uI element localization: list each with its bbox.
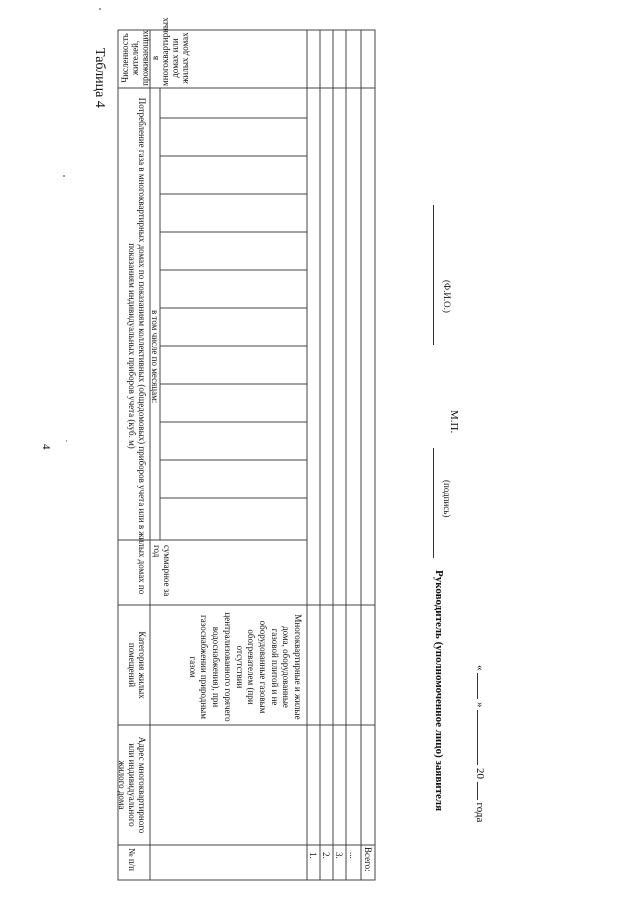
header-num: № п/п	[127, 848, 137, 871]
header-category: Категория жилых помещений	[127, 631, 147, 699]
table-caption: Таблица 4	[92, 48, 107, 108]
signer-title: Руководитель (уполномоченное лицо) заявителя	[433, 570, 445, 812]
quote-close: »	[474, 702, 486, 708]
scan-speck	[63, 175, 65, 177]
signature-line	[433, 448, 434, 558]
row-label-3: 3.	[334, 852, 344, 859]
signature-caption: (подпись)	[442, 480, 452, 518]
header-by-month: в том числе по месяцам:	[150, 310, 160, 404]
row-label-2: 2.	[321, 852, 331, 859]
row-label-1: 1.	[308, 852, 318, 859]
year-blank	[477, 782, 478, 800]
header-address: Адрес многоквартирного или индивидуального жилого дома	[117, 736, 147, 834]
day-blank	[477, 673, 478, 699]
row-label-dots: ...	[348, 852, 358, 859]
century: 20	[474, 768, 486, 779]
category-text: Многоквартирные и жилые дома, оборудованные газовой плитой и не оборудованные газовым обогревателем (при отсутствии централизованного горячего водоснабжения), при газоснабжении природным газом	[187, 612, 303, 722]
month-blank	[477, 710, 478, 765]
name-line	[433, 205, 434, 345]
date-line	[474, 665, 486, 822]
quote-open: «	[474, 665, 486, 671]
stamp-label: М.П.	[448, 410, 460, 434]
header-consumption: Потребление газа в многоквартирных домах по показаниям коллективных (общедомовых) приборов учета или в жилых домах по показаниям индивидуальных приборов учета (куб. м)	[127, 97, 147, 595]
scan-speck	[99, 8, 101, 10]
year-word: года	[474, 802, 486, 823]
page-number: 4	[40, 444, 52, 450]
name-caption: (Ф.И.О.)	[442, 280, 452, 313]
scan-speck	[66, 440, 67, 442]
row-label-total: Всего:	[363, 847, 373, 872]
header-residents: Численность жителей, проживающих в многоквартирных домах или жилых домах	[120, 17, 190, 86]
header-total-year: суммарное за год	[152, 545, 172, 597]
